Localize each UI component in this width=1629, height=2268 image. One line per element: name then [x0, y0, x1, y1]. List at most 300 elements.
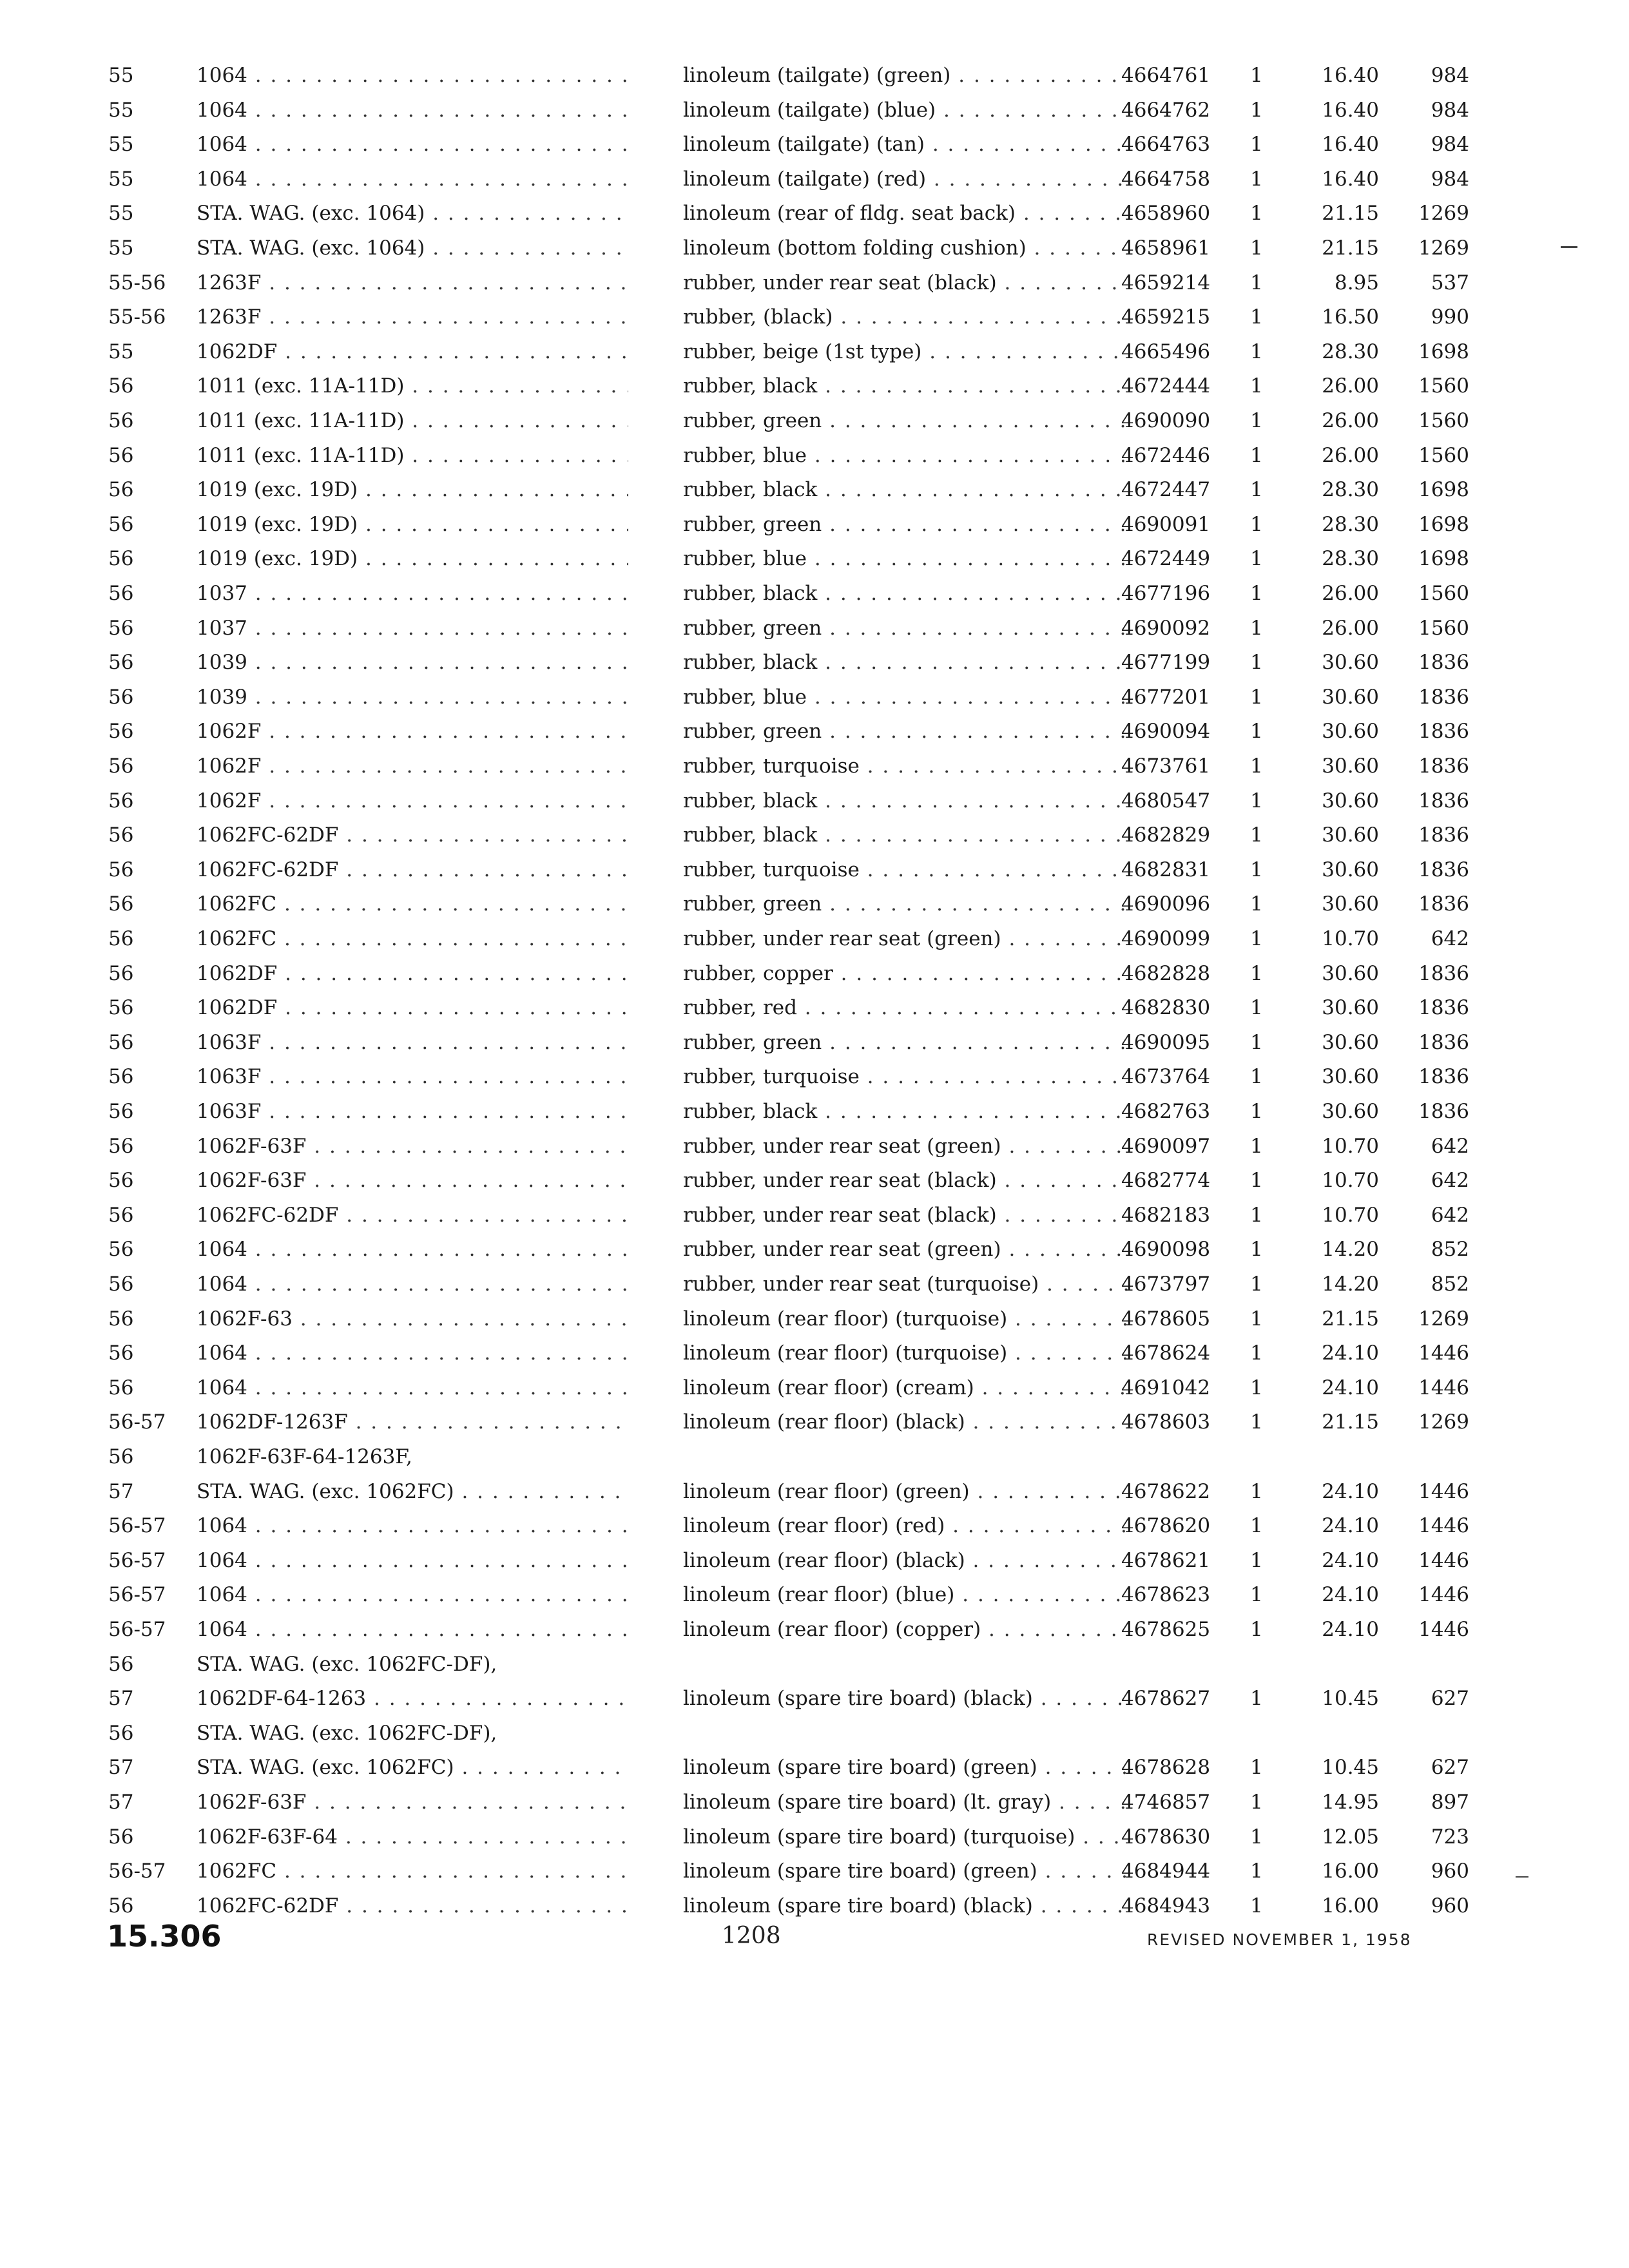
model-cell: 1064 . . .: [197, 93, 628, 128]
part-number-cell: 4677199: [1121, 651, 1211, 675]
part-number-cell: 4690094: [1121, 720, 1211, 744]
year-cell: 57: [108, 1687, 134, 1711]
table-row: [0, 990, 1629, 1025]
code-cell: 1269: [1418, 202, 1469, 226]
year-cell: 55: [108, 133, 134, 157]
quantity-cell: 1: [1250, 478, 1263, 502]
part-number-cell: 4684944: [1121, 1860, 1211, 1883]
model-cell: 1064 . . .: [197, 1267, 628, 1302]
part-number-cell: 4673761: [1121, 754, 1211, 778]
code-cell: 642: [1431, 927, 1469, 950]
table-row: [0, 472, 1629, 507]
table-row: [0, 1888, 1629, 1923]
quantity-cell: 1: [1250, 789, 1263, 812]
description-cell: rubber, red . . .: [683, 990, 1128, 1025]
quantity-cell: 1: [1250, 651, 1263, 675]
part-number-cell: 4664762: [1121, 98, 1211, 122]
year-cell: 56: [108, 927, 134, 950]
quantity-cell: 1: [1250, 1860, 1263, 1883]
part-number-cell: 4677196: [1121, 582, 1211, 605]
price-cell: 16.40: [1322, 133, 1379, 157]
description-cell: rubber, turquoise . . .: [683, 1059, 1128, 1094]
year-cell: 56: [108, 512, 134, 536]
part-number-cell: 4673797: [1121, 1273, 1211, 1296]
year-cell: 56: [108, 1652, 134, 1676]
year-cell: 56: [108, 1341, 134, 1365]
code-cell: 1446: [1418, 1548, 1469, 1572]
table-row: [0, 1750, 1629, 1785]
quantity-cell: 1: [1250, 1756, 1263, 1780]
year-cell: 55-56: [108, 271, 166, 294]
table-row: [0, 921, 1629, 956]
code-cell: 1836: [1418, 858, 1469, 881]
quantity-cell: 1: [1250, 1169, 1263, 1193]
part-number-cell: 4677201: [1121, 685, 1211, 709]
table-row: [0, 196, 1629, 231]
price-cell: 30.60: [1322, 720, 1379, 744]
description-cell: linoleum (rear floor) (blue) . . .: [683, 1577, 1128, 1612]
model-cell: STA. WAG. (exc. 1062FC) . . .: [197, 1474, 628, 1509]
quantity-cell: 1: [1250, 1825, 1263, 1849]
price-cell: 30.60: [1322, 754, 1379, 778]
price-cell: 10.70: [1322, 1169, 1379, 1193]
price-cell: 24.10: [1322, 1583, 1379, 1607]
code-cell: 960: [1431, 1860, 1469, 1883]
quantity-cell: 1: [1250, 271, 1263, 294]
quantity-cell: 1: [1250, 927, 1263, 950]
part-number-cell: 4690097: [1121, 1134, 1211, 1158]
table-row: [0, 852, 1629, 887]
year-cell: 55: [108, 64, 134, 87]
year-cell: 56-57: [108, 1860, 166, 1883]
price-cell: 30.60: [1322, 1100, 1379, 1123]
description-cell: linoleum (rear floor) (black) . . .: [683, 1543, 1128, 1578]
description-cell: linoleum (rear floor) (red) . . .: [683, 1508, 1128, 1543]
year-cell: 57: [108, 1756, 134, 1780]
quantity-cell: 1: [1250, 582, 1263, 605]
code-cell: 1836: [1418, 720, 1469, 744]
model-cell: 1064 . . .: [197, 162, 628, 197]
year-cell: 56: [108, 1445, 134, 1468]
part-number-cell: 4659214: [1121, 271, 1211, 294]
quantity-cell: 1: [1250, 98, 1263, 122]
description-cell: rubber, (black) . . .: [683, 300, 1128, 334]
quantity-cell: 1: [1250, 1583, 1263, 1607]
description-cell: linoleum (spare tire board) (green) . . .: [683, 1854, 1128, 1888]
code-cell: 1560: [1418, 582, 1469, 605]
model-cell: 1064 . . .: [197, 1336, 628, 1370]
description-cell: rubber, beige (1st type) . . .: [683, 334, 1128, 369]
table-row: [0, 645, 1629, 680]
model-cell: 1037 . . .: [197, 576, 628, 611]
model-cell: 1062FC . . .: [197, 1854, 628, 1888]
year-cell: 56: [108, 443, 134, 467]
part-number-cell: 4678628: [1121, 1756, 1211, 1780]
model-cell: 1019 (exc. 19D) . . .: [197, 541, 628, 576]
margin-mark: [1516, 1876, 1528, 1878]
quantity-cell: 1: [1250, 1307, 1263, 1331]
quantity-cell: 1: [1250, 512, 1263, 536]
table-row: [0, 1647, 1629, 1682]
price-cell: 26.00: [1322, 616, 1379, 640]
model-cell: 1063F . . .: [197, 1094, 628, 1129]
quantity-cell: 1: [1250, 1410, 1263, 1434]
model-cell: STA. WAG. (exc. 1064) . . .: [197, 231, 628, 265]
code-cell: 1446: [1418, 1583, 1469, 1607]
part-number-cell: 4682830: [1121, 996, 1211, 1020]
price-cell: 21.15: [1322, 202, 1379, 226]
price-cell: 24.10: [1322, 1618, 1379, 1641]
quantity-cell: 1: [1250, 616, 1263, 640]
code-cell: 1446: [1418, 1618, 1469, 1641]
code-cell: 1698: [1418, 340, 1469, 363]
code-cell: 1836: [1418, 892, 1469, 916]
model-cell: 1062FC-62DF . . .: [197, 1888, 628, 1923]
description-cell: linoleum (bottom folding cushion) . . .: [683, 231, 1128, 265]
code-cell: 897: [1431, 1791, 1469, 1814]
model-cell: 1062F-63F-64 . . .: [197, 1820, 628, 1854]
part-number-cell: 4678621: [1121, 1548, 1211, 1572]
model-cell: 1039 . . .: [197, 680, 628, 715]
model-cell: 1064 . . .: [197, 1508, 628, 1543]
year-cell: 55: [108, 340, 134, 363]
code-cell: 1836: [1418, 1065, 1469, 1089]
quantity-cell: 1: [1250, 1341, 1263, 1365]
description-cell: rubber, under rear seat (black) . . .: [683, 1198, 1128, 1233]
price-cell: 30.60: [1322, 823, 1379, 847]
year-cell: 56: [108, 616, 134, 640]
description-cell: rubber, under rear seat (green) . . .: [683, 1232, 1128, 1267]
code-cell: 990: [1431, 305, 1469, 329]
table-row: [0, 1612, 1629, 1647]
description-cell: rubber, black . . .: [683, 783, 1128, 818]
year-cell: 56: [108, 1238, 134, 1262]
year-cell: 56: [108, 409, 134, 432]
part-number-cell: 4672444: [1121, 374, 1211, 398]
quantity-cell: 1: [1250, 1618, 1263, 1641]
model-cell: 1062F-63F-64-1263F,: [197, 1445, 412, 1468]
model-cell: 1062FC . . .: [197, 921, 628, 956]
quantity-cell: 1: [1250, 409, 1263, 432]
year-cell: 56: [108, 547, 134, 571]
part-number-cell: 4682831: [1121, 858, 1211, 881]
part-number-cell: 4672447: [1121, 478, 1211, 502]
model-cell: 1064 . . .: [197, 1612, 628, 1647]
year-cell: 56-57: [108, 1410, 166, 1434]
description-cell: linoleum (tailgate) (blue) . . .: [683, 93, 1128, 128]
code-cell: 1836: [1418, 1100, 1469, 1123]
description-cell: rubber, black . . .: [683, 1094, 1128, 1129]
model-cell: 1263F . . .: [197, 300, 628, 334]
table-row: [0, 1267, 1629, 1302]
year-cell: 56-57: [108, 1548, 166, 1572]
price-cell: 24.10: [1322, 1341, 1379, 1365]
quantity-cell: 1: [1250, 892, 1263, 916]
table-row: [0, 1232, 1629, 1267]
model-cell: STA. WAG. (exc. 1062FC-DF),: [197, 1652, 497, 1676]
table-row: [0, 1094, 1629, 1129]
code-cell: 1698: [1418, 512, 1469, 536]
price-cell: 21.15: [1322, 236, 1379, 260]
price-cell: 16.40: [1322, 167, 1379, 191]
quantity-cell: 1: [1250, 202, 1263, 226]
model-cell: 1062F . . .: [197, 749, 628, 783]
price-cell: 30.60: [1322, 651, 1379, 675]
revision-date: REVISED NOVEMBER 1, 1958: [1147, 1930, 1412, 1949]
price-cell: 16.50: [1322, 305, 1379, 329]
part-number-cell: 4672446: [1121, 443, 1211, 467]
table-row: [0, 58, 1629, 93]
year-cell: 56: [108, 478, 134, 502]
code-cell: 537: [1431, 271, 1469, 294]
description-cell: linoleum (tailgate) (green) . . .: [683, 58, 1128, 93]
table-row: [0, 231, 1629, 265]
code-cell: 1836: [1418, 1030, 1469, 1054]
model-cell: 1011 (exc. 11A-11D) . . .: [197, 403, 628, 438]
part-number-cell: 4678622: [1121, 1479, 1211, 1503]
quantity-cell: 1: [1250, 133, 1263, 157]
table-row: [0, 1820, 1629, 1854]
model-cell: 1063F . . .: [197, 1025, 628, 1060]
table-row: [0, 611, 1629, 646]
table-row: [0, 1508, 1629, 1543]
year-cell: 55: [108, 202, 134, 226]
price-cell: 28.30: [1322, 547, 1379, 571]
year-cell: 56-57: [108, 1583, 166, 1607]
description-cell: rubber, black . . .: [683, 472, 1128, 507]
quantity-cell: 1: [1250, 1134, 1263, 1158]
quantity-cell: 1: [1250, 236, 1263, 260]
quantity-cell: 1: [1250, 167, 1263, 191]
part-number-cell: 4746857: [1121, 1791, 1211, 1814]
code-cell: 1560: [1418, 409, 1469, 432]
table-row: [0, 369, 1629, 403]
table-row: [0, 403, 1629, 438]
table-row: [0, 749, 1629, 783]
year-cell: 56: [108, 685, 134, 709]
year-cell: 56: [108, 582, 134, 605]
quantity-cell: 1: [1250, 1376, 1263, 1399]
description-cell: linoleum (spare tire board) (turquoise) . . .: [683, 1820, 1128, 1854]
year-cell: 56: [108, 961, 134, 985]
year-cell: 56: [108, 789, 134, 812]
part-number-cell: 4664758: [1121, 167, 1211, 191]
code-cell: 723: [1431, 1825, 1469, 1849]
model-cell: 1064 . . .: [197, 58, 628, 93]
quantity-cell: 1: [1250, 1030, 1263, 1054]
price-cell: 21.15: [1322, 1410, 1379, 1434]
model-cell: 1062F-63F . . .: [197, 1785, 628, 1820]
description-cell: rubber, under rear seat (green) . . .: [683, 921, 1128, 956]
description-cell: rubber, green . . .: [683, 887, 1128, 921]
code-cell: 1269: [1418, 1410, 1469, 1434]
code-cell: 1836: [1418, 961, 1469, 985]
part-number-cell: 4690095: [1121, 1030, 1211, 1054]
code-cell: 1836: [1418, 685, 1469, 709]
quantity-cell: 1: [1250, 374, 1263, 398]
table-row: [0, 576, 1629, 611]
model-cell: 1064 . . .: [197, 1577, 628, 1612]
quantity-cell: 1: [1250, 305, 1263, 329]
quantity-cell: 1: [1250, 754, 1263, 778]
description-cell: rubber, blue . . .: [683, 680, 1128, 715]
code-cell: 1560: [1418, 374, 1469, 398]
part-number-cell: 4690092: [1121, 616, 1211, 640]
table-row: [0, 1163, 1629, 1198]
price-cell: 26.00: [1322, 409, 1379, 432]
price-cell: 26.00: [1322, 374, 1379, 398]
year-cell: 56: [108, 720, 134, 744]
model-cell: 1062F-63 . . .: [197, 1302, 628, 1336]
part-number-cell: 4673764: [1121, 1065, 1211, 1089]
model-cell: 1063F . . .: [197, 1059, 628, 1094]
table-row: [0, 162, 1629, 197]
model-cell: 1062F . . .: [197, 783, 628, 818]
model-cell: 1062FC-62DF . . .: [197, 818, 628, 852]
year-cell: 55: [108, 167, 134, 191]
price-cell: 24.10: [1322, 1376, 1379, 1399]
price-cell: 16.40: [1322, 98, 1379, 122]
quantity-cell: 1: [1250, 1548, 1263, 1572]
table-row: [0, 956, 1629, 991]
price-cell: 24.10: [1322, 1548, 1379, 1572]
price-cell: 30.60: [1322, 1030, 1379, 1054]
description-cell: rubber, blue . . .: [683, 541, 1128, 576]
part-number-cell: 4658961: [1121, 236, 1211, 260]
description-cell: linoleum (rear floor) (green) . . .: [683, 1474, 1128, 1509]
quantity-cell: 1: [1250, 64, 1263, 87]
year-cell: 56: [108, 1307, 134, 1331]
code-cell: 852: [1431, 1273, 1469, 1296]
part-number-cell: 4678620: [1121, 1514, 1211, 1538]
price-cell: 21.15: [1322, 1307, 1379, 1331]
description-cell: rubber, copper . . .: [683, 956, 1128, 991]
part-number-cell: 4690096: [1121, 892, 1211, 916]
price-cell: 30.60: [1322, 1065, 1379, 1089]
code-cell: 1836: [1418, 823, 1469, 847]
code-cell: 1269: [1418, 1307, 1469, 1331]
model-cell: 1062F-63F . . .: [197, 1163, 628, 1198]
description-cell: rubber, green . . .: [683, 403, 1128, 438]
price-cell: 10.70: [1322, 1134, 1379, 1158]
table-row: [0, 1405, 1629, 1439]
table-row: [0, 1543, 1629, 1578]
year-cell: 56: [108, 754, 134, 778]
table-row: [0, 300, 1629, 334]
model-cell: 1062DF-64-1263 . . .: [197, 1681, 628, 1716]
part-number-cell: 4665496: [1121, 340, 1211, 363]
model-cell: 1064 . . .: [197, 1232, 628, 1267]
quantity-cell: 1: [1250, 1100, 1263, 1123]
quantity-cell: 1: [1250, 443, 1263, 467]
table-row: [0, 334, 1629, 369]
description-cell: rubber, turquoise . . .: [683, 749, 1128, 783]
price-cell: 10.45: [1322, 1756, 1379, 1780]
year-cell: 56: [108, 1894, 134, 1917]
part-number-cell: 4678627: [1121, 1687, 1211, 1711]
price-cell: 16.00: [1322, 1860, 1379, 1883]
price-cell: 28.30: [1322, 340, 1379, 363]
table-row: [0, 1129, 1629, 1164]
code-cell: 984: [1431, 98, 1469, 122]
price-cell: 14.20: [1322, 1273, 1379, 1296]
table-row: [0, 438, 1629, 473]
code-cell: 627: [1431, 1756, 1469, 1780]
quantity-cell: 1: [1250, 1203, 1263, 1227]
year-cell: 56-57: [108, 1514, 166, 1538]
price-cell: 10.70: [1322, 927, 1379, 950]
model-cell: 1062F-63F . . .: [197, 1129, 628, 1164]
description-cell: rubber, black . . .: [683, 818, 1128, 852]
table-row: [0, 265, 1629, 300]
code-cell: 984: [1431, 167, 1469, 191]
code-cell: 1269: [1418, 236, 1469, 260]
year-cell: 57: [108, 1791, 134, 1814]
part-number-cell: 4659215: [1121, 305, 1211, 329]
model-cell: STA. WAG. (exc. 1062FC) . . .: [197, 1750, 628, 1785]
part-number-cell: 4690091: [1121, 512, 1211, 536]
description-cell: linoleum (rear floor) (copper) . . .: [683, 1612, 1128, 1647]
price-cell: 26.00: [1322, 582, 1379, 605]
description-cell: linoleum (rear floor) (cream) . . .: [683, 1370, 1128, 1405]
part-number-cell: 4678603: [1121, 1410, 1211, 1434]
year-cell: 56: [108, 1203, 134, 1227]
year-cell: 56: [108, 892, 134, 916]
price-cell: 30.60: [1322, 858, 1379, 881]
price-cell: 24.10: [1322, 1514, 1379, 1538]
year-cell: 56: [108, 996, 134, 1020]
price-cell: 14.20: [1322, 1238, 1379, 1262]
section-code: 15.306: [107, 1919, 222, 1954]
year-cell: 56: [108, 823, 134, 847]
table-row: [0, 541, 1629, 576]
year-cell: 56: [108, 1169, 134, 1193]
price-cell: 30.60: [1322, 996, 1379, 1020]
table-row: [0, 1716, 1629, 1751]
model-cell: 1019 (exc. 19D) . . .: [197, 472, 628, 507]
price-cell: 14.95: [1322, 1791, 1379, 1814]
part-number-cell: 4682183: [1121, 1203, 1211, 1227]
table-row: [0, 1059, 1629, 1094]
part-number-cell: 4690098: [1121, 1238, 1211, 1262]
code-cell: 642: [1431, 1169, 1469, 1193]
model-cell: 1062DF . . .: [197, 990, 628, 1025]
description-cell: linoleum (spare tire board) (black) . . .: [683, 1681, 1128, 1716]
code-cell: 984: [1431, 133, 1469, 157]
model-cell: 1263F . . .: [197, 265, 628, 300]
price-cell: 28.30: [1322, 478, 1379, 502]
code-cell: 1836: [1418, 754, 1469, 778]
year-cell: 57: [108, 1479, 134, 1503]
price-cell: 8.95: [1334, 271, 1379, 294]
part-number-cell: 4658960: [1121, 202, 1211, 226]
table-row: [0, 1577, 1629, 1612]
model-cell: 1011 (exc. 11A-11D) . . .: [197, 369, 628, 403]
quantity-cell: 1: [1250, 823, 1263, 847]
price-cell: 16.00: [1322, 1894, 1379, 1917]
model-cell: 1062FC . . .: [197, 887, 628, 921]
part-number-cell: 4684943: [1121, 1894, 1211, 1917]
price-cell: 30.60: [1322, 685, 1379, 709]
year-cell: 56: [108, 1825, 134, 1849]
year-cell: 56: [108, 1134, 134, 1158]
model-cell: 1037 . . .: [197, 611, 628, 646]
year-cell: 56: [108, 1065, 134, 1089]
quantity-cell: 1: [1250, 547, 1263, 571]
description-cell: rubber, under rear seat (green) . . .: [683, 1129, 1128, 1164]
year-cell: 56-57: [108, 1618, 166, 1641]
description-cell: rubber, blue . . .: [683, 438, 1128, 473]
